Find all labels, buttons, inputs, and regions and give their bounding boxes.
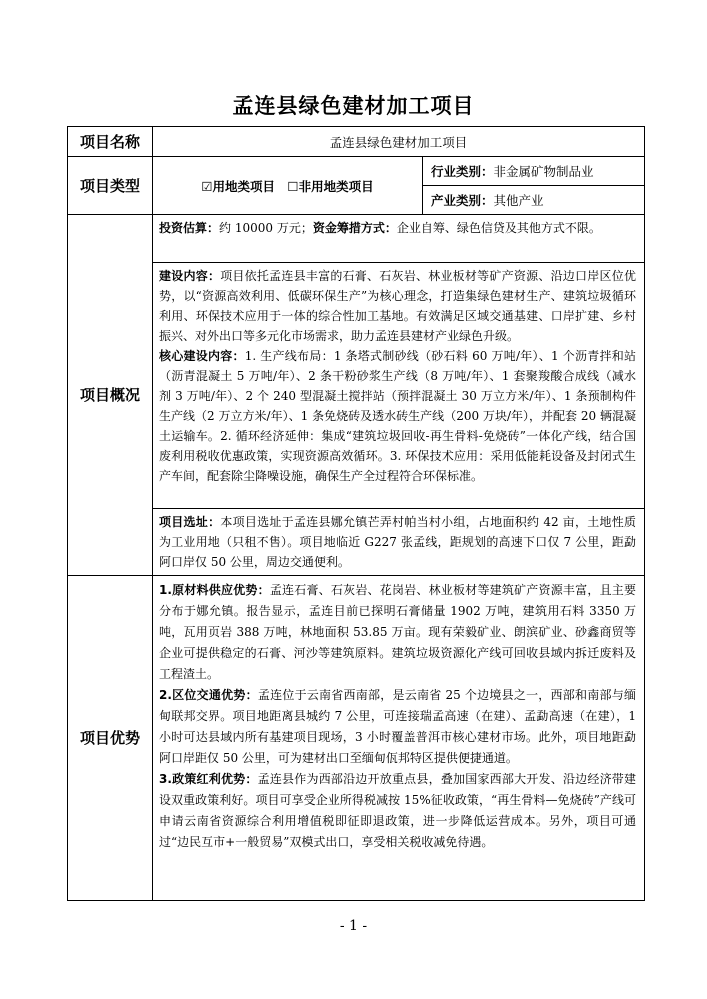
industry-category <box>423 157 645 186</box>
site-label: 项目选址： <box>159 514 221 529</box>
advantage-3-label: 3.政策红利优势： <box>159 771 258 786</box>
sector-label: 产业类别： <box>431 193 494 208</box>
core-construction-text: 1. 生产线布局：1 条塔式制砂线（砂石料 60 万吨/年）、1 个沥青拌和站（沥青混凝土 5 万吨/年）、2 条干粉砂浆生产线（8 万吨/年）、1 套聚羧酸合成线（减水剂 3 万吨/年）、2 个 240 型混凝土搅拌站（预拌混凝土 30 万立方米/年）、1 条预制构件生产线（2 万立方米/年）、1 条免烧砖及透水砖生产线（200 万块/年），并配套 20 辆混凝土运输车。2. 循环经济延伸：集成“建筑垃圾回收-再生骨料-免烧砖”一体化产线，结合国废利用税收优惠政策，实现资源高效循环。3. 环保技术应用：采用低能耗设备及封闭式生产车间，配套除尘降噪设施，确保生产全过程符合环保标准。 <box>159 348 637 483</box>
site-paragraph <box>153 508 644 575</box>
funding-text: 企业自筹、绿色信贷及其他方式不限。 <box>396 221 601 235</box>
row-project-type-1 <box>68 157 645 186</box>
row-overview <box>68 215 645 576</box>
investment-text: 约 10000 万元； <box>219 221 313 235</box>
overview-label: 项目概况 <box>68 215 153 576</box>
investment-paragraph <box>153 215 644 262</box>
site-text: 本项目选址于孟连县娜允镇芒弄村帕当村小组，占地面积约 42 亩，土地性质为工业用地（只租不售）。项目地临近 G227 张孟线，距规划的高速下口仅 7 公里，距勐阿口岸仅 50 公里，周边交通便利。 <box>159 514 637 569</box>
non-land-use-checkbox: ☐非用地类项目 <box>287 178 374 194</box>
advantage-1-text: 孟连石膏、石灰岩、花岗岩、林业板材等建筑矿产资源丰富，且主要分布于娜允镇。报告显示，孟连目前已探明石膏储量 1902 万吨，建筑用石料 3350 万吨，瓦用页岩 388 万吨，林地面积 53.85 万亩。现有荣毅矿业、朗滨矿业、砂鑫商贸等企业可提供稳定的石膏、河沙等建筑原料。建筑垃圾资源化产线可回收县域内拆迁废料及工程渣土。 <box>159 582 637 681</box>
project-table <box>67 126 645 901</box>
construction-paragraph <box>153 262 644 508</box>
advantages-content <box>153 575 645 900</box>
row-project-name <box>68 127 645 157</box>
page-number: - 1 - <box>339 918 368 934</box>
advantages-label: 项目优势 <box>68 575 153 900</box>
industry-label: 行业类别： <box>431 164 494 179</box>
overview-content <box>153 215 645 576</box>
core-construction-label: 核心建设内容： <box>159 348 245 363</box>
project-name-value: 孟连县绿色建材加工项目 <box>153 127 645 157</box>
project-name-label: 项目名称 <box>68 127 153 157</box>
project-type-label: 项目类型 <box>68 157 153 215</box>
document-title: 孟连县绿色建材加工项目 <box>232 93 475 118</box>
industry-value: 非金属矿物制品业 <box>493 164 594 179</box>
construction-label: 建设内容： <box>159 268 221 283</box>
row-advantages <box>68 575 645 900</box>
advantage-2-text: 孟连位于云南省西南部，是云南省 25 个边境县之一，西部和南部与缅甸联邦交界。项目地距离县城约 7 公里，可连接瑞孟高速（在建）、孟勐高速（在建），1 小时可达县域内所有基建项目现场，3 小时覆盖普洱市核心建材市场。此外，项目地距勐阿口岸距仅 50 公里，可为建材出口至缅甸佤邦特区提供便捷通道。 <box>159 687 637 765</box>
overview-inner-table <box>153 215 644 575</box>
funding-label: 资金筹措方式： <box>312 221 397 235</box>
advantage-2-label: 2.区位交通优势： <box>159 687 258 702</box>
advantage-1-label: 1.原材料供应优势： <box>159 582 270 597</box>
sector-category <box>423 186 645 215</box>
project-type-options <box>153 157 423 215</box>
construction-text: 项目依托孟连县丰富的石膏、石灰岩、林业板材等矿产资源、沿边口岸区位优势，以“资源高效利用、低碳环保生产”为核心理念，打造集绿色建材生产、建筑垃圾循环利用、环保技术应用于一体的综合性加工基地。有效满足区域交通基建、口岸扩建、乡村振兴、对外出口等多元化市场需求，助力孟连县建材产业绿色升级。 <box>159 268 637 343</box>
advantage-3-text: 孟连县作为西部沿边开放重点县，叠加国家西部大开发、沿边经济带建设双重政策利好。项目可享受企业所得税减按 15%征收政策，“再生骨料—免烧砖”产线可申请云南省资源综合利用增值税即征即退政策，进一步降低运营成本。另外，项目可通过“边民互市+一般贸易”双模式出口，享受相关税收减免待遇。 <box>159 771 637 849</box>
investment-label: 投资估算： <box>159 221 220 235</box>
sector-value: 其他产业 <box>493 193 544 208</box>
land-use-checkbox: ☑用地类项目 <box>201 178 276 194</box>
